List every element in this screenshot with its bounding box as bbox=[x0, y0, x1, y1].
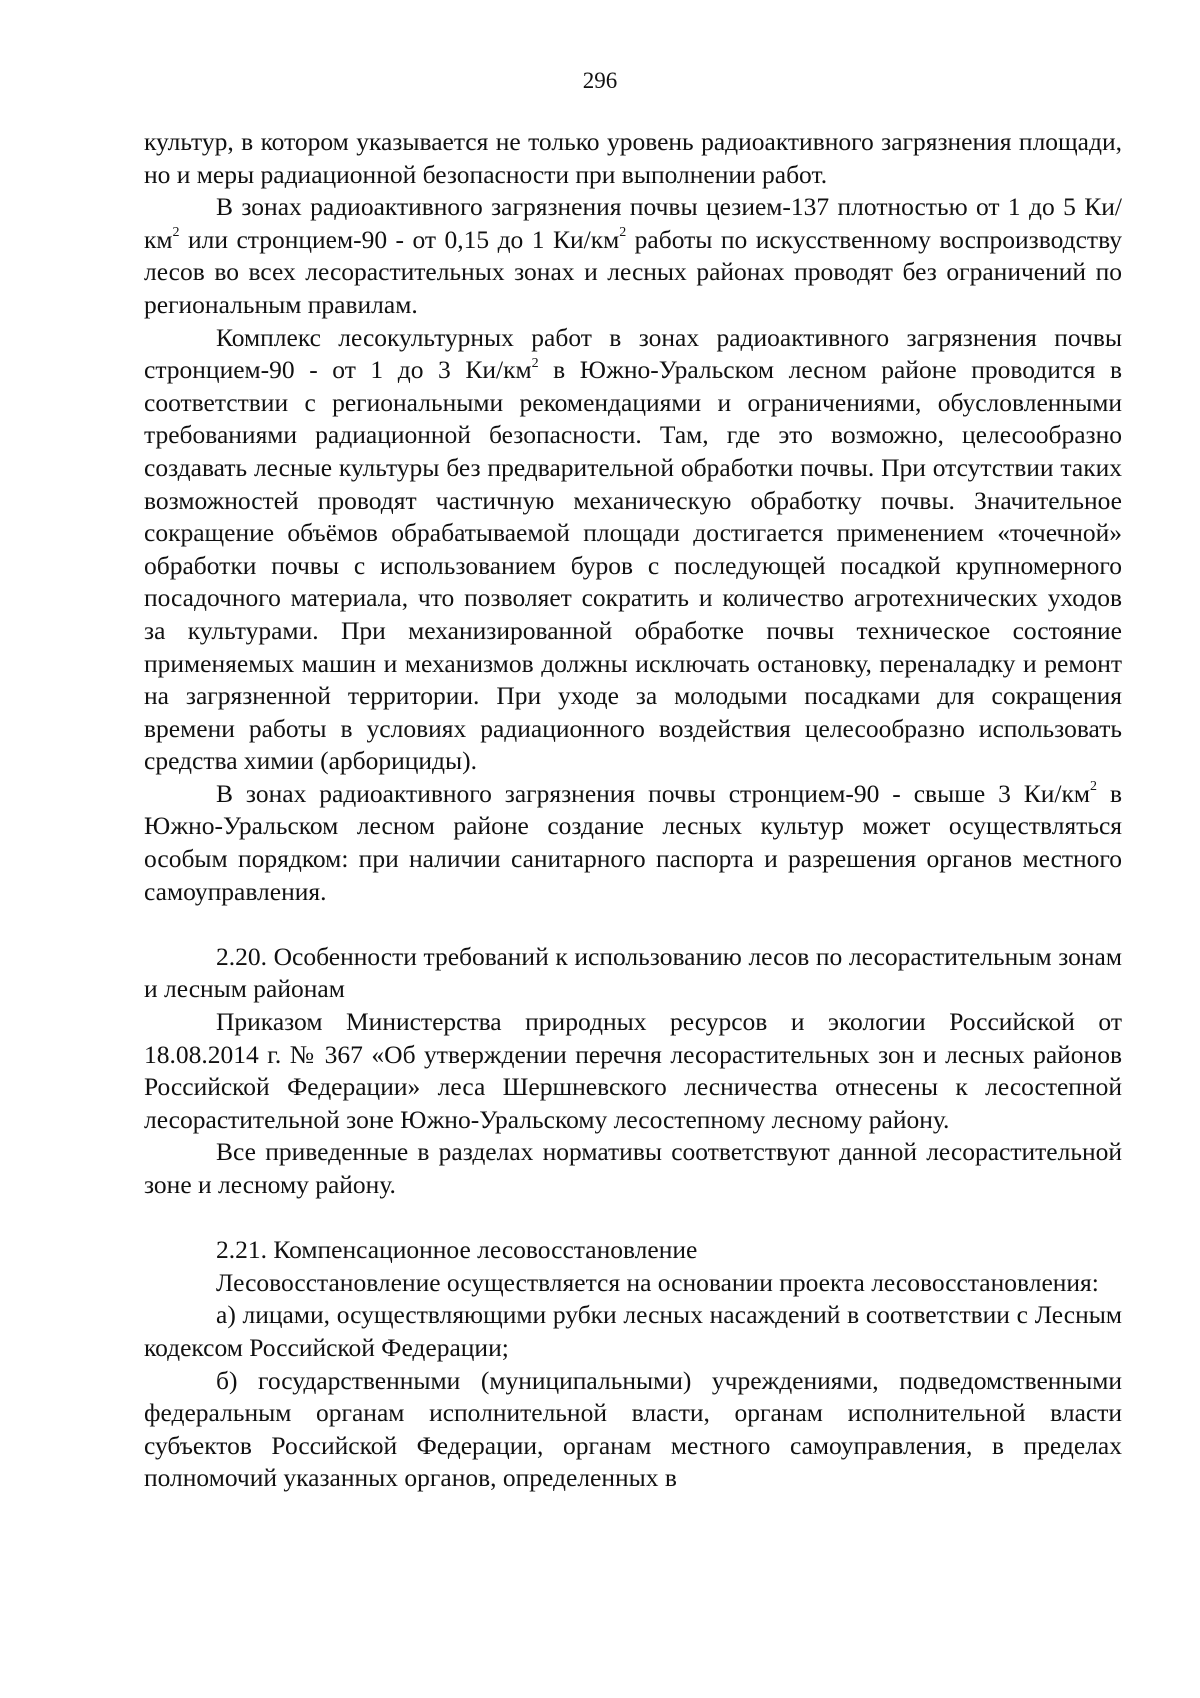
section-heading-2-20: 2.20. Особенности требований к использованию лесов по лесорастительным зонам и лесным районам bbox=[144, 941, 1122, 1004]
page-number: 296 bbox=[582, 68, 618, 93]
paragraph-strontium-1-3: Комплекс лесокультурных работ в зонах радиоактивного загрязнения почвы стронцием-90 - от 1 до 3 $Ки/км^2$ в Южно-Уральском лесном районе проводится в соответствии с региональными рекомендациями и ограничениями, обусловленными требованиями радиационной безопасности. Там, где это возможно, целесообразно создавать лесные культуры без предварительной обработки почвы. При отсутствии таких возможностей проводят частичную механическую обработку почвы. Значительное сокращение объёмов обрабатываемой площади достигается применением «точечной» обработки почвы с использованием буров с последующей посадкой крупномерного посадочного материала, что позволяет сократить и количество агротехнических уходов за культурами. При механизированной обработке почвы техническое состояние применяемых машин и механизмов должны исключать остановку, переналадку и ремонт на загрязненной территории. При уходе за молодыми посадками для сокращения времени работы в условиях радиационного воздействия целесообразно использовать средства химии (арборициды). bbox=[144, 322, 1122, 776]
paragraph-strontium-over-3: В зонах радиоактивного загрязнения почвы стронцием-90 - свыше 3 $Ки/км^2$ в Южно-Уральском лесном районе создание лесных культур может осуществляться особым порядком: при наличии санитарного паспорта и разрешения органов местного самоуправления. bbox=[144, 778, 1122, 906]
paragraph-order-367: Приказом Министерства природных ресурсов и экологии Российской от 18.08.2014 г. № 367 «Об утверждении перечня лесорастительных зон и лесных районов Российской Федерации» леса Шершневского лесничества отнесены к лесостепной лесорастительной зоне Южно-Уральскому лесостепному лесному району. bbox=[144, 1007, 1122, 1134]
paragraph-norms: Все приведенные в разделах нормативы соответствуют данной лесорастительной зоне и лесному району. bbox=[144, 1137, 1122, 1199]
list-item-b: б) государственными (муниципальными) учреждениями, подведомственными федеральным органам исполнительной власти, органам исполнительной власти субъектов Российской Федерации, органам местного самоуправления, в пределах полномочий указанных органов, определенных в bbox=[144, 1365, 1122, 1493]
list-item-a: а) лицами, осуществляющими рубки лесных насаждений в соответствии с Лесным кодексом Российской Федерации; bbox=[144, 1300, 1122, 1362]
superscript: 2 bbox=[531, 355, 539, 371]
paragraph-cesium-zones: В зонах радиоактивного загрязнения почвы цезием-137 плотностью от 1 до 5 $Ки/км^2$ или стронцием-90 - от 0,15 до 1 $Ки/км^2$ работы по искусственному воспроизводству лесов во всех лесорастительных зонах и лесных районах проводят без ограничений по региональным правилам. bbox=[144, 192, 1122, 319]
paragraph-reforestation-basis: Лесовосстановление осуществляется на основании проекта лесовосстановления: bbox=[216, 1267, 1099, 1297]
document-body bbox=[144, 126, 1122, 1495]
superscript: 2 bbox=[172, 225, 180, 241]
section-heading-2-21: 2.21. Компенсационное лесовосстановление bbox=[216, 1235, 698, 1265]
paragraph-continuation: культур, в котором указывается не только уровень радиоактивного загрязнения площади, но и меры радиационной безопасности при выполнении работ. bbox=[144, 127, 1122, 189]
superscript: 2 bbox=[1090, 779, 1098, 795]
superscript: 2 bbox=[619, 225, 627, 241]
